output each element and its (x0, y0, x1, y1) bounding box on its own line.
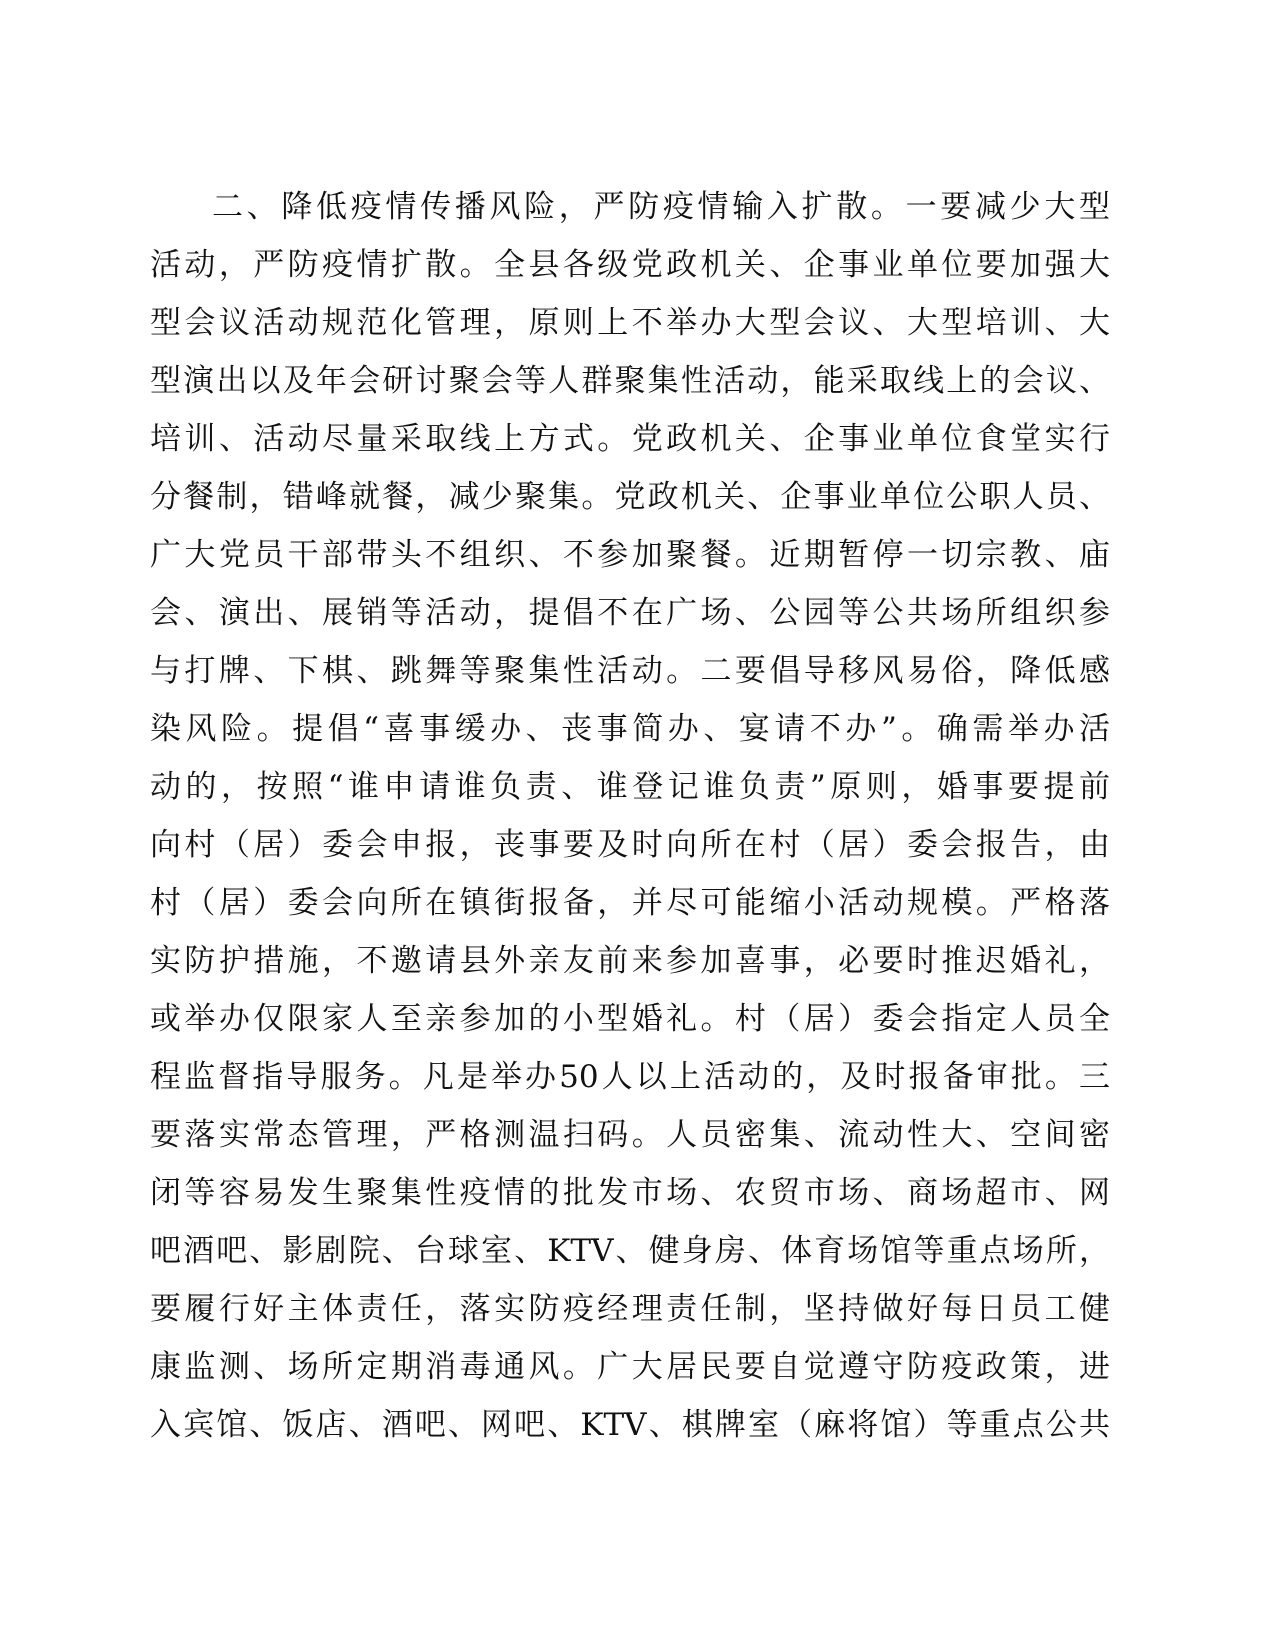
text-line-21: 康监测、场所定期消毒通风。广大居民要自觉遵守防疫政策，进 (150, 1349, 1110, 1385)
text-line-14: 实防护措施，不邀请县外亲友前来参加喜事，必要时推迟婚礼， (150, 943, 1110, 979)
text-line-12: 向村（居）委会申报，丧事要及时向所在村（居）委会报告，由 (150, 827, 1110, 863)
text-line-8: 会、演出、展销等活动，提倡不在广场、公园等公共场所组织参 (150, 595, 1110, 631)
text-line-5: 培训、活动尽量采取线上方式。党政机关、企事业单位食堂实行 (150, 421, 1110, 457)
text-line-6: 分餐制，错峰就餐，减少聚集。党政机关、企事业单位公职人员、 (150, 479, 1110, 515)
body-paragraph (150, 178, 1110, 1454)
text-line-20: 要履行好主体责任，落实防疫经理责任制，坚持做好每日员工健 (150, 1291, 1110, 1327)
text-line-15: 或举办仅限家人至亲参加的小型婚礼。村（居）委会指定人员全 (150, 1001, 1110, 1037)
text-line-11: 动的，按照“谁申请谁负责、谁登记谁负责”原则，婚事要提前 (150, 769, 1110, 805)
text-line-3: 型会议活动规范化管理，原则上不举办大型会议、大型培训、大 (150, 305, 1110, 341)
text-line-2: 活动，严防疫情扩散。全县各级党政机关、企事业单位要加强大 (150, 247, 1110, 283)
text-line-22: 入宾馆、饭店、酒吧、网吧、KTV、棋牌室（麻将馆）等重点公共 (150, 1407, 1110, 1443)
text-line-7: 广大党员干部带头不组织、不参加聚餐。近期暂停一切宗教、庙 (150, 537, 1110, 573)
text-line-1: 二、降低疫情传播风险，严防疫情输入扩散。一要减少大型 (212, 189, 1110, 225)
text-line-9: 与打牌、下棋、跳舞等聚集性活动。二要倡导移风易俗，降低感 (150, 653, 1110, 689)
text-line-16: 程监督指导服务。凡是举办50人以上活动的，及时报备审批。三 (150, 1059, 1110, 1095)
text-line-18: 闭等容易发生聚集性疫情的批发市场、农贸市场、商场超市、网 (150, 1175, 1110, 1211)
text-line-13: 村（居）委会向所在镇街报备，并尽可能缩小活动规模。严格落 (150, 885, 1110, 921)
text-line-4: 型演出以及年会研讨聚会等人群聚集性活动，能采取线上的会议、 (150, 363, 1110, 399)
text-line-19: 吧酒吧、影剧院、台球室、KTV、健身房、体育场馆等重点场所， (150, 1233, 1110, 1269)
text-line-10: 染风险。提倡“喜事缓办、丧事简办、宴请不办”。确需举办活 (150, 711, 1110, 747)
text-line-17: 要落实常态管理，严格测温扫码。人员密集、流动性大、空间密 (150, 1117, 1110, 1153)
